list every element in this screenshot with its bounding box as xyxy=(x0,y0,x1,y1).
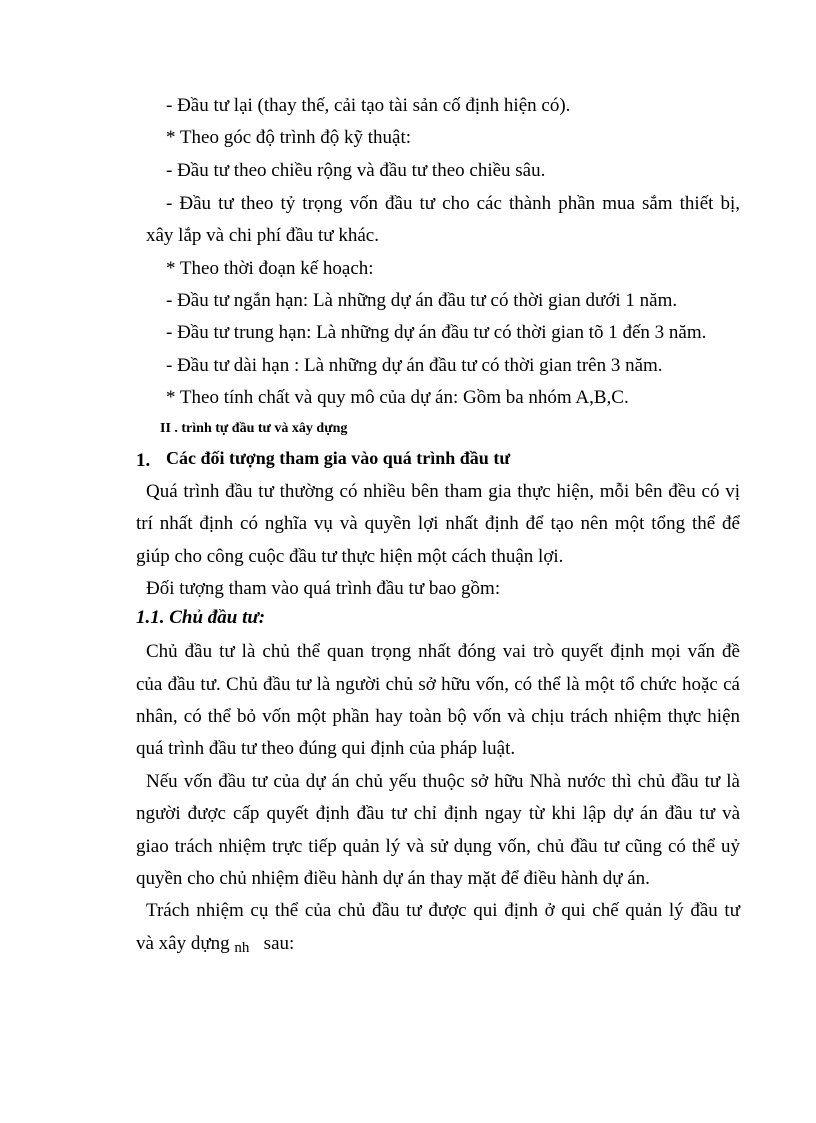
text-line: Nếu vốn đầu tư của dự án chủ yếu thuộc sở hữu Nhà nước thì chủ đầu tư là xyxy=(146,771,740,792)
text-line: giao trách nhiệm trực tiếp quản lý và sử dụng vốn, chủ đầu tư cũng có thể uỷ xyxy=(136,836,740,857)
text-line: - Đầu tư lại (thay thế, cải tạo tài sản cố định hiện có). xyxy=(166,95,571,116)
text-line: - Đầu tư theo tỷ trọng vốn đầu tư cho các thành phần mua sắm thiết bị, xyxy=(166,193,740,214)
text-line: của đầu tư. Chủ đầu tư là người chủ sở hữu vốn, có thể là một tổ chức hoặc cá xyxy=(136,674,740,695)
text-fragment: sau: xyxy=(263,933,295,954)
text-line: Quá trình đầu tư thường có nhiều bên tham gia thực hiện, mỗi bên đều có vị xyxy=(146,481,740,502)
text-fragment: nh xyxy=(234,940,250,956)
text-line: Đối tượng tham vào quá trình đầu tư bao gồm: xyxy=(146,578,501,599)
text-line: xây lắp và chi phí đầu tư khác. xyxy=(146,225,379,246)
heading-title: Các đối tượng tham gia vào quá trình đầu tư xyxy=(166,448,511,468)
text-line: Chủ đầu tư là chủ thể quan trọng nhất đóng vai trò quyết định mọi vấn đề xyxy=(146,641,740,662)
text-line: - Đầu tư ngắn hạn: Là những dự án đầu tư có thời gian dưới 1 năm. xyxy=(166,290,678,311)
text-line: * Theo thời đoạn kế hoạch: xyxy=(166,258,374,279)
text-line: - Đầu tư dài hạn : Là những dự án đầu tư có thời gian trên 3 năm. xyxy=(166,355,663,376)
text-line: quyền cho chủ nhiệm điều hành dự án thay mặt để điều hành dự án. xyxy=(136,868,650,889)
text-line xyxy=(136,933,294,959)
text-line: trí nhất định có nghĩa vụ và quyền lợi nhất định để tạo nên một tổng thể để xyxy=(136,513,740,534)
heading-number: 1. xyxy=(136,450,151,471)
text-line: Trách nhiệm cụ thể của chủ đầu tư được qui định ở qui chế quản lý đầu tư xyxy=(146,900,740,921)
text-fragment: và xây dựng xyxy=(136,933,230,954)
text-line: quá trình đầu tư theo đúng qui định của pháp luật. xyxy=(136,738,516,759)
text-line: * Theo góc độ trình độ kỹ thuật: xyxy=(166,127,412,148)
text-line: * Theo tính chất và quy mô của dự án: Gồm ba nhóm A,B,C. xyxy=(166,387,629,408)
text-line: - Đầu tư theo chiều rộng và đầu tư theo chiều sâu. xyxy=(166,160,546,181)
sub-heading: 1.1. Chủ đầu tư: xyxy=(136,607,266,628)
text-line: nhân, có thể bỏ vốn một phần hay toàn bộ vốn và chịu trách nhiệm thực hiện xyxy=(136,706,740,727)
section-heading: II . trình tự đầu tư và xây dựng xyxy=(160,421,348,436)
text-line: - Đầu tư trung hạn: Là những dự án đầu tư có thời gian tõ 1 đến 3 năm. xyxy=(166,322,707,343)
text-line: người được cấp quyết định đầu tư chỉ định ngay từ khi lập dự án đầu tư và xyxy=(136,803,740,824)
text-line: giúp cho công cuộc đầu tư thực hiện một cách thuận lợi. xyxy=(136,546,564,567)
